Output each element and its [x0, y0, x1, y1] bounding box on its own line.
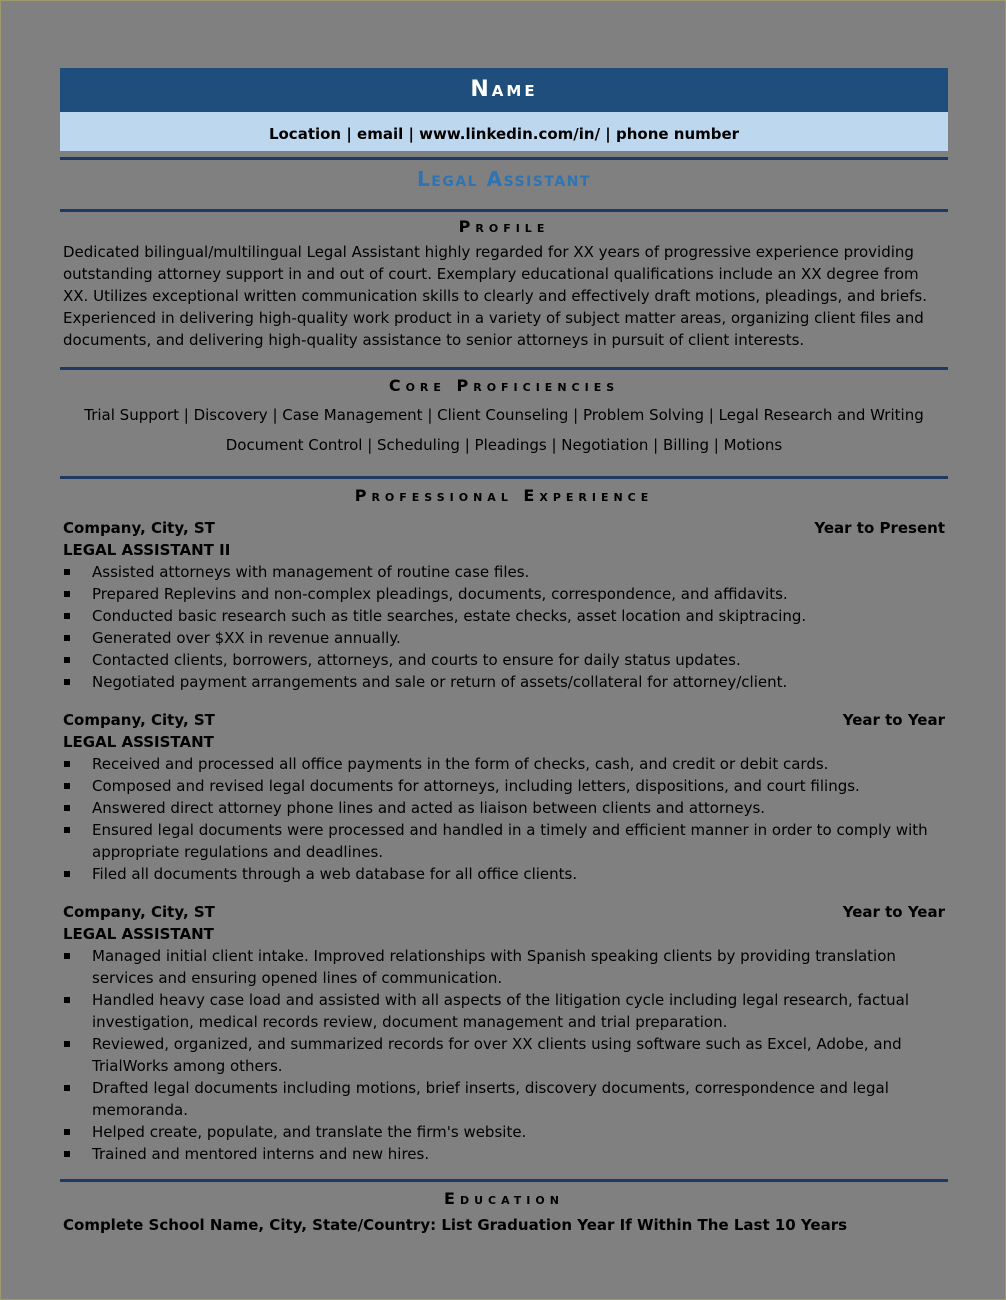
bullet-item	[63, 1143, 945, 1165]
bullet-text: Prepared Replevins and non-complex pleadings, documents, correspondence, and affidavits.	[92, 585, 788, 603]
core-proficiencies-heading: Core Proficiencies	[388, 376, 620, 395]
contact-line: Location | email | www.linkedin.com/in/ | phone number	[60, 112, 948, 151]
job-dates: Year to Year	[842, 903, 945, 921]
bullet-item	[63, 605, 945, 627]
bullet-square-icon	[64, 783, 70, 789]
education-entry: Complete School Name, City, State/Country: List Graduation Year If Within The Last 10 Years	[63, 1216, 848, 1234]
education-heading: Education	[444, 1189, 564, 1208]
job-title: Legal Assistant	[417, 167, 591, 191]
bullet-text: Received and processed all office payments in the form of checks, cash, and credit or debit cards.	[92, 755, 829, 773]
bullet-square-icon	[64, 953, 70, 959]
bullet-text: Reviewed, organized, and summarized records for over XX clients using software such as Excel, Adobe, and TrialWorks among others.	[92, 1035, 902, 1075]
bullet-square-icon	[64, 591, 70, 597]
bullet-item	[63, 945, 945, 989]
bullet-item	[63, 627, 945, 649]
bullet-square-icon	[64, 635, 70, 641]
name-banner: Name	[60, 68, 948, 112]
job-header	[63, 517, 945, 539]
proficiencies-line: Document Control | Scheduling | Pleadings | Negotiation | Billing | Motions	[225, 436, 783, 454]
job-dates: Year to Year	[842, 711, 945, 729]
bullet-square-icon	[64, 1085, 70, 1091]
bullet-square-icon	[64, 1151, 70, 1157]
job-entry	[63, 901, 945, 1165]
bullet-item	[63, 1033, 945, 1077]
bullet-item	[63, 561, 945, 583]
bullet-text: Generated over $XX in revenue annually.	[92, 629, 401, 647]
bullet-text: Drafted legal documents including motions, brief inserts, discovery documents, correspondence and legal memoranda.	[92, 1079, 889, 1119]
job-bullets	[63, 561, 945, 693]
bullet-square-icon	[64, 657, 70, 663]
job-role: LEGAL ASSISTANT II	[63, 541, 231, 559]
job-company: Company, City, ST	[63, 903, 215, 921]
bullet-item	[63, 989, 945, 1033]
bullet-item	[63, 649, 945, 671]
job-header	[63, 709, 945, 731]
bullet-item	[63, 1077, 945, 1121]
bullet-text: Ensured legal documents were processed and handled in a timely and efficient manner in order to comply with appropriate regulations and deadlines.	[92, 821, 928, 861]
divider-rule	[60, 1179, 948, 1182]
bullet-square-icon	[64, 805, 70, 811]
bullet-item	[63, 775, 945, 797]
bullet-square-icon	[64, 997, 70, 1003]
job-dates: Year to Present	[814, 519, 945, 537]
job-role: LEGAL ASSISTANT	[63, 733, 214, 751]
job-role: LEGAL ASSISTANT	[63, 925, 214, 943]
job-bullets	[63, 945, 945, 1165]
job-company: Company, City, ST	[63, 711, 215, 729]
job-entry	[63, 517, 945, 693]
divider-rule	[60, 209, 948, 212]
proficiencies-line: Trial Support | Discovery | Case Management | Client Counseling | Problem Solving | Legal Research and Writing	[84, 406, 924, 424]
profile-heading: Profile	[458, 217, 550, 236]
bullet-item	[63, 671, 945, 693]
bullet-square-icon	[64, 827, 70, 833]
bullet-square-icon	[64, 761, 70, 767]
bullet-text: Contacted clients, borrowers, attorneys, and courts to ensure for daily status updates.	[92, 651, 741, 669]
bullet-text: Negotiated payment arrangements and sale or return of assets/collateral for attorney/client.	[92, 673, 788, 691]
bullet-text: Conducted basic research such as title searches, estate checks, asset location and skiptracing.	[92, 607, 807, 625]
bullet-square-icon	[64, 569, 70, 575]
divider-rule	[60, 367, 948, 370]
bullet-item	[63, 1121, 945, 1143]
bullet-text: Filed all documents through a web database for all office clients.	[92, 865, 578, 883]
bullet-text: Trained and mentored interns and new hires.	[92, 1145, 430, 1163]
bullet-item	[63, 863, 945, 885]
bullet-item	[63, 583, 945, 605]
job-company: Company, City, ST	[63, 519, 215, 537]
bullet-text: Managed initial client intake. Improved relationships with Spanish speaking clients by providing translation services and ensuring opened lines of communication.	[92, 947, 896, 987]
bullet-item	[63, 797, 945, 819]
divider-rule	[60, 476, 948, 479]
bullet-square-icon	[64, 871, 70, 877]
bullet-text: Helped create, populate, and translate the firm's website.	[92, 1123, 527, 1141]
bullet-square-icon	[64, 679, 70, 685]
bullet-text: Handled heavy case load and assisted with all aspects of the litigation cycle including legal research, factual investigation, medical records review, document management and trial preparation.	[92, 991, 910, 1031]
profile-summary: Dedicated bilingual/multilingual Legal Assistant highly regarded for XX years of progressive experience providing outstanding attorney support in and out of court. Exemplary educational qualifications include an XX degree from XX. Utilizes exceptional written communication skills to clearly and effectively draft motions, pleadings, and briefs. Experienced in delivering high-quality work product in a variety of subject matter areas, organizing client files and documents, and delivering high-quality assistance to senior attorneys in pursuit of client interests.	[63, 243, 927, 349]
bullet-text: Assisted attorneys with management of routine case files.	[92, 563, 530, 581]
bullet-square-icon	[64, 1129, 70, 1135]
experience-heading: Professional Experience	[354, 486, 654, 505]
bullet-item	[63, 819, 945, 863]
bullet-text: Answered direct attorney phone lines and acted as liaison between clients and attorneys.	[92, 799, 766, 817]
job-entry	[63, 709, 945, 885]
job-bullets	[63, 753, 945, 885]
bullet-square-icon	[64, 1041, 70, 1047]
divider-rule	[60, 157, 948, 160]
bullet-text: Composed and revised legal documents for attorneys, including letters, dispositions, and court filings.	[92, 777, 860, 795]
job-header	[63, 901, 945, 923]
bullet-item	[63, 753, 945, 775]
bullet-square-icon	[64, 613, 70, 619]
